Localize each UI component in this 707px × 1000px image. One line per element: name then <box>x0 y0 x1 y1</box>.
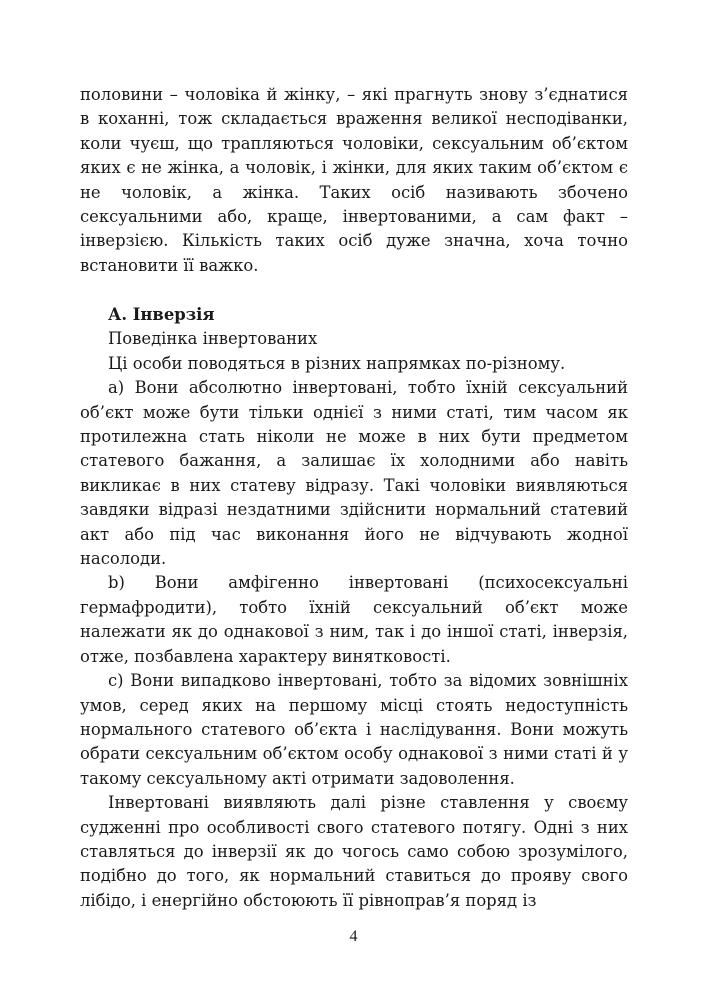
text-block-top <box>80 83 628 278</box>
list-item-a: а) Вони абсолютно інвертовані, тобто їхній сексуальний об’єкт може бути тільки однієї з ними статі, тим часом як протилежна стать ніколи не може в них бути предметом статевого бажання, а залишає їх холодними або навіть викликає в них статеву відразу. Такі чоловіки виявляються завдяки відразі нездатними здійснити нормальний статевий акт або під час виконання його не відчувають жодної насолоди. <box>80 378 628 569</box>
subheading: Поведінка інвертованих <box>108 329 318 349</box>
section-heading: А. Інверзія <box>108 305 215 324</box>
intro-line: Ці особи поводяться в різних напрямках по-різному. <box>108 353 566 373</box>
opening-paragraph: половини – чоловіка й жінку, – які прагнуть знову з’єднатися в коханні, тож складається враження великої несподіванки, коли чуєш, що трапляються чоловіки, сексуальним об’єктом яких є не жінка, а чоловік, і жінки, для яких таким об’єктом є не чоловік, а жінка. Таких осіб називають збочено сексуальними або, краще, інвертованими, а сам факт – інверзією. Кількість таких осіб дуже значна, хоча точно встановити її важко. <box>80 85 628 275</box>
page-number: 4 <box>349 928 358 945</box>
list-item-b: b) Вони амфігенно інвертовані (психосексуальні гермафродити), тобто їхній сексуальний об’єкт може належати як до однакової з ним, так і до іншої статі, інверзія, отже, позбавлена характеру винятковості. <box>80 573 628 666</box>
text-block-main <box>80 303 628 913</box>
closing-paragraph: Інвертовані виявляють далі різне ставлення у своєму судженні про особливості свого статевого потягу. Одні з них ставляться до інверзії як до чогось само собою зрозумілого, подібно до того, як нормальний ставиться до прояву свого лібідо, і енергійно обстоюють її рівноправ’я поряд із <box>80 793 628 910</box>
list-item-c: c) Вони випадково інвертовані, тобто за відомих зовнішніх умов, серед яких на першому місці стоять недоступність нормального статевого об’єкта і наслідування. Вони можуть обрати сексуальним об’єктом особу однакової з ними статі й у такому сексуальному акті отримати задоволення. <box>80 671 628 788</box>
